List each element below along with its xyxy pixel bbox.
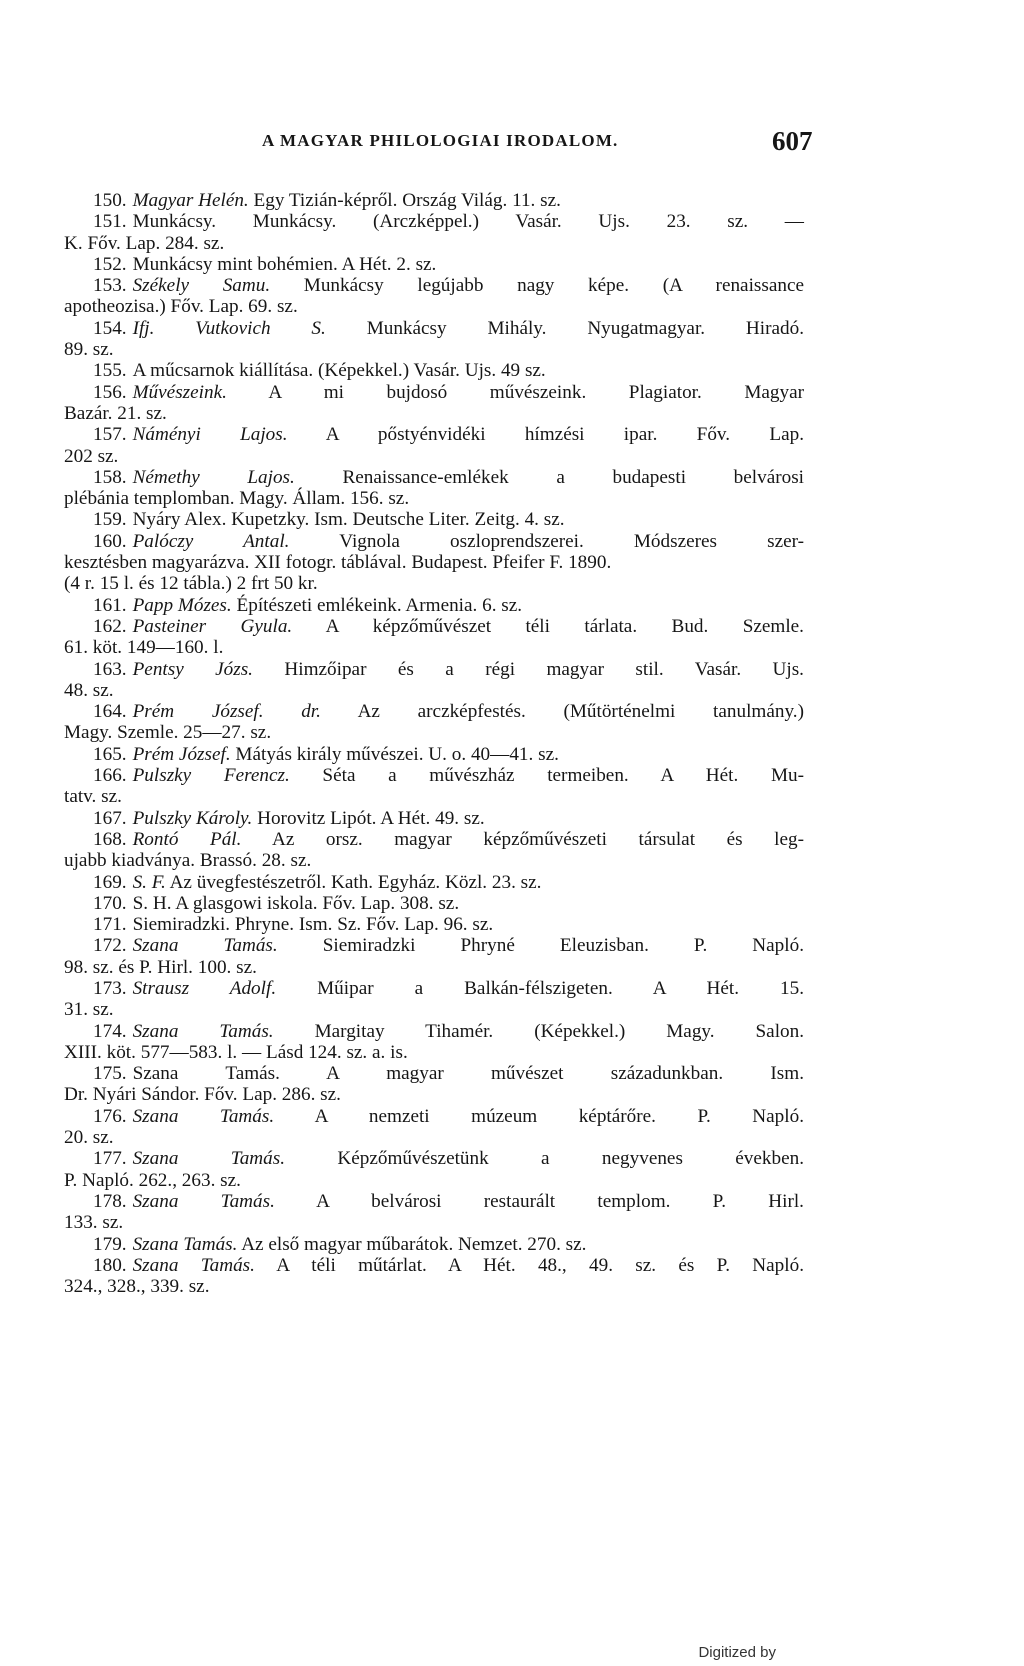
- entry-text: A téli műtárlat. A Hét. 48., 49. sz. és P. Napló.: [276, 1254, 804, 1276]
- bibliography-entry: [64, 1191, 804, 1234]
- bibliography-entry: [64, 531, 804, 595]
- entry-text: A belvárosi restaurált templom. P. Hirl.: [316, 1190, 804, 1212]
- entry-first-line: [64, 701, 804, 722]
- entry-author: Szana Tamás.: [132, 1254, 255, 1276]
- entry-author: Székely Samu.: [132, 275, 271, 297]
- entry-first-line: [64, 808, 804, 829]
- entry-number: 168.: [93, 828, 127, 850]
- entry-author: Művészeink.: [132, 381, 227, 403]
- entry-text: Nyáry Alex. Kupetzky. Ism. Deutsche Liter. Zeitg. 4. sz.: [132, 509, 565, 531]
- entry-author: Szana Tamás.: [132, 1233, 238, 1255]
- entry-author: Szana Tamás.: [132, 1148, 285, 1170]
- entry-text: A nemzeti múzeum képtárőre. P. Napló.: [314, 1105, 804, 1127]
- entry-number: 163.: [93, 658, 127, 680]
- bibliography-entry: [64, 190, 804, 211]
- bibliography-entry: [64, 275, 804, 318]
- entry-continuation: Dr. Nyári Sándor. Főv. Lap. 286. sz.: [64, 1084, 341, 1106]
- entry-continuation: kesztésben magyarázva. XII fotogr. táblával. Budapest. Pfeifer F. 1890.: [64, 552, 612, 574]
- entry-number: 172.: [93, 935, 127, 957]
- entry-author: Szana Tamás.: [132, 1020, 274, 1042]
- entry-number: 173.: [93, 977, 127, 999]
- entry-number: 151.: [93, 211, 127, 233]
- entry-continuation: 61. köt. 149—160. l.: [64, 637, 224, 659]
- entry-first-line: [64, 872, 804, 893]
- entry-first-line: [64, 1255, 804, 1276]
- entry-text: Vignola oszloprendszerei. Módszeres szer-: [339, 530, 805, 552]
- entry-number: 157.: [93, 424, 127, 446]
- entry-text: Siemiradzki Phryné Eleuzisban. P. Napló.: [322, 935, 804, 957]
- entry-number: 170.: [93, 892, 127, 914]
- entry-first-line: [64, 509, 804, 530]
- entry-continuation: tatv. sz.: [64, 786, 122, 808]
- bibliography-entry: [64, 659, 804, 702]
- entry-first-line: [64, 1234, 804, 1255]
- entry-author: Palóczy Antal.: [132, 530, 290, 552]
- entry-author: Rontó Pál.: [132, 828, 242, 850]
- page-header: [0, 0, 1024, 170]
- entry-text: Az üvegfestészetről. Kath. Egyház. Közl. 23. sz.: [169, 871, 542, 893]
- entry-number: 180.: [93, 1254, 127, 1276]
- bibliography-entry: [64, 1234, 804, 1255]
- entry-continuation: plébánia templomban. Magy. Állam. 156. sz.: [64, 488, 410, 510]
- bibliography-entry: [64, 893, 804, 914]
- entry-text: Szana Tamás. A magyar művészet századunkban. Ism.: [132, 1063, 804, 1085]
- entry-first-line: [64, 659, 804, 680]
- entry-first-line: [64, 935, 804, 956]
- entry-number: 159.: [93, 509, 127, 531]
- entry-number: 171.: [93, 914, 127, 936]
- entry-first-line: [64, 275, 804, 296]
- entry-continuation: 133. sz.: [64, 1212, 124, 1234]
- entry-author: Prém József.: [132, 743, 231, 765]
- bibliography-entry: [64, 935, 804, 978]
- entry-author: Némethy Lajos.: [132, 466, 295, 488]
- entry-number: 161.: [93, 594, 127, 616]
- entry-text: Mátyás király művészei. U. o. 40—41. sz.: [235, 743, 559, 765]
- entry-number: 178.: [93, 1190, 127, 1212]
- entry-text: Séta a művészház termeiben. A Hét. Mu-: [322, 765, 804, 787]
- entry-text: A pőstyénvidéki hímzési ipar. Főv. Lap.: [325, 424, 804, 446]
- entry-author: Papp Mózes.: [132, 594, 232, 616]
- bibliography-entry: [64, 254, 804, 275]
- entry-number: 154.: [93, 317, 127, 339]
- digitized-by-note: Digitized by: [698, 1644, 776, 1661]
- entry-continuation: apotheozisa.) Főv. Lap. 69. sz.: [64, 296, 298, 318]
- entry-text: Műipar a Balkán-félszigeten. A Hét. 15.: [317, 977, 804, 999]
- entry-author: Pulszky Ferencz.: [132, 765, 290, 787]
- entry-text: Munkácsy legújabb nagy képe. (A renaissance: [303, 275, 804, 297]
- bibliography-entry: [64, 467, 804, 510]
- entry-first-line: [64, 360, 804, 381]
- entry-text: Margitay Tihamér. (Képekkel.) Magy. Salon.: [314, 1020, 805, 1042]
- entry-first-line: [64, 531, 804, 552]
- entry-continuation: 324., 328., 339. sz.: [64, 1276, 210, 1298]
- entry-number: 156.: [93, 381, 127, 403]
- entry-author: Prém József. dr.: [132, 701, 321, 723]
- entry-first-line: [64, 829, 804, 850]
- entry-first-line: [64, 211, 804, 232]
- entry-number: 165.: [93, 743, 127, 765]
- entry-number: 179.: [93, 1233, 127, 1255]
- bibliography-entry: [64, 424, 804, 467]
- entry-number: 174.: [93, 1020, 127, 1042]
- entry-first-line: [64, 978, 804, 999]
- entry-number: 158.: [93, 466, 127, 488]
- entry-text: Renaissance-emlékek a budapesti belvárosi: [342, 466, 804, 488]
- entry-continuation: 20. sz.: [64, 1127, 114, 1149]
- entry-text: S. H. A glasgowi iskola. Főv. Lap. 308. sz.: [132, 892, 460, 914]
- bibliography-entry: [64, 509, 804, 530]
- entry-continuation: Bazár. 21. sz.: [64, 402, 167, 424]
- bibliography-entry: [64, 318, 804, 361]
- bibliography-entry: [64, 701, 804, 744]
- bibliography-entry: [64, 595, 804, 616]
- entry-text: Az első magyar műbarátok. Nemzet. 270. sz.: [241, 1233, 587, 1255]
- entry-author: Pulszky Károly.: [132, 807, 253, 829]
- entry-continuation: 98. sz. és P. Hirl. 100. sz.: [64, 956, 257, 978]
- bibliography-entry: [64, 1021, 804, 1064]
- entry-first-line: [64, 467, 804, 488]
- bibliography-entry: [64, 360, 804, 381]
- entry-text: Himzőipar és a régi magyar stil. Vasár. Ujs.: [284, 658, 804, 680]
- entry-continuation: P. Napló. 262., 263. sz.: [64, 1169, 241, 1191]
- bibliography-entry: [64, 382, 804, 425]
- entry-first-line: [64, 190, 804, 211]
- entry-continuation: K. Főv. Lap. 284. sz.: [64, 232, 225, 254]
- entry-first-line: [64, 893, 804, 914]
- entry-text: Munkácsy Mihály. Nyugatmagyar. Hiradó.: [366, 317, 805, 339]
- entry-number: 177.: [93, 1148, 127, 1170]
- entry-author: Szana Tamás.: [132, 1190, 275, 1212]
- entry-text: Munkácsy. Munkácsy. (Arczképpel.) Vasár. Ujs. 23. sz. —: [132, 211, 804, 233]
- entry-text: A képzőművészet téli tárlata. Bud. Szemle.: [325, 615, 804, 637]
- entry-number: 167.: [93, 807, 127, 829]
- entry-continuation: 48. sz.: [64, 679, 114, 701]
- entry-continuation: (4 r. 15 l. és 12 tábla.) 2 frt 50 kr.: [64, 573, 318, 595]
- entry-first-line: [64, 1106, 804, 1127]
- entry-first-line: [64, 914, 804, 935]
- bibliography-list: [64, 190, 804, 1297]
- entry-first-line: [64, 765, 804, 786]
- entry-first-line: [64, 318, 804, 339]
- entry-author: Szana Tamás.: [132, 1105, 275, 1127]
- entry-continuation: 31. sz.: [64, 999, 114, 1021]
- entry-text: Horovitz Lipót. A Hét. 49. sz.: [257, 807, 485, 829]
- entry-number: 153.: [93, 275, 127, 297]
- entry-number: 152.: [93, 253, 127, 275]
- entry-first-line: [64, 1148, 804, 1169]
- entry-continuation: 89. sz.: [64, 339, 114, 361]
- entry-author: Pasteiner Gyula.: [132, 615, 293, 637]
- entry-text: Képzőművészetünk a negyvenes években.: [337, 1148, 805, 1170]
- entry-text: Munkácsy mint bohémien. A Hét. 2. sz.: [132, 253, 437, 275]
- entry-continuation: 202 sz.: [64, 445, 119, 467]
- entry-number: 176.: [93, 1105, 127, 1127]
- bibliography-entry: [64, 829, 804, 872]
- entry-first-line: [64, 744, 804, 765]
- bibliography-entry: [64, 1106, 804, 1149]
- entry-text: A műcsarnok kiállítása. (Képekkel.) Vasár. Ujs. 49 sz.: [132, 360, 546, 382]
- entry-continuation: Magy. Szemle. 25—27. sz.: [64, 722, 272, 744]
- entry-continuation: ujabb kiadványa. Brassó. 28. sz.: [64, 850, 312, 872]
- entry-text: Az arczképfestés. (Műtörténelmi tanulmány.): [357, 701, 804, 723]
- bibliography-entry: [64, 914, 804, 935]
- entry-author: Pentsy Józs.: [132, 658, 253, 680]
- entry-number: 162.: [93, 615, 127, 637]
- bibliography-entry: [64, 978, 804, 1021]
- entry-author: Strausz Adolf.: [132, 977, 277, 999]
- bibliography-entry: [64, 1148, 804, 1191]
- entry-first-line: [64, 1021, 804, 1042]
- entry-number: 150.: [93, 190, 127, 211]
- entry-text: Siemiradzki. Phryne. Ism. Sz. Főv. Lap. 96. sz.: [132, 914, 494, 936]
- entry-number: 155.: [93, 360, 127, 382]
- entry-text: Az orsz. magyar képzőművészeti társulat és leg-: [271, 828, 804, 850]
- entry-number: 160.: [93, 530, 127, 552]
- entry-author: Ifj. Vutkovich S.: [132, 317, 326, 339]
- bibliography-entry: [64, 616, 804, 659]
- entry-text: Építészeti emlékeink. Armenia. 6. sz.: [236, 594, 523, 616]
- bibliography-entry: [64, 808, 804, 829]
- entry-text: A mi bujdosó művészeink. Plagiator. Magyar: [268, 381, 804, 403]
- entry-first-line: [64, 616, 804, 637]
- entry-first-line: [64, 382, 804, 403]
- entry-first-line: [64, 424, 804, 445]
- page-number: 607: [772, 126, 813, 156]
- bibliography-entry: [64, 872, 804, 893]
- entry-number: 175.: [93, 1063, 127, 1085]
- bibliography-entry: [64, 1255, 804, 1298]
- entry-number: 164.: [93, 701, 127, 723]
- entry-author: Náményi Lajos.: [132, 424, 288, 446]
- bibliography-entry: [64, 1063, 804, 1106]
- entry-continuation: XIII. köt. 577—583. l. — Lásd 124. sz. a. is.: [64, 1041, 408, 1063]
- entry-first-line: [64, 254, 804, 275]
- running-title: A MAGYAR PHILOLOGIAI IRODALOM.: [262, 131, 619, 150]
- bibliography-entry: [64, 765, 804, 808]
- entry-first-line: [64, 1191, 804, 1212]
- entry-number: 169.: [93, 871, 127, 893]
- entry-first-line: [64, 1063, 804, 1084]
- entry-author: Magyar Helén.: [132, 190, 249, 211]
- bibliography-entry: [64, 211, 804, 254]
- entry-author: S. F.: [132, 871, 166, 893]
- entry-first-line: [64, 595, 804, 616]
- entry-text: Egy Tizián-képről. Ország Világ. 11. sz.: [253, 190, 561, 211]
- bibliography-entry: [64, 744, 804, 765]
- entry-author: Szana Tamás.: [132, 935, 278, 957]
- entry-number: 166.: [93, 765, 127, 787]
